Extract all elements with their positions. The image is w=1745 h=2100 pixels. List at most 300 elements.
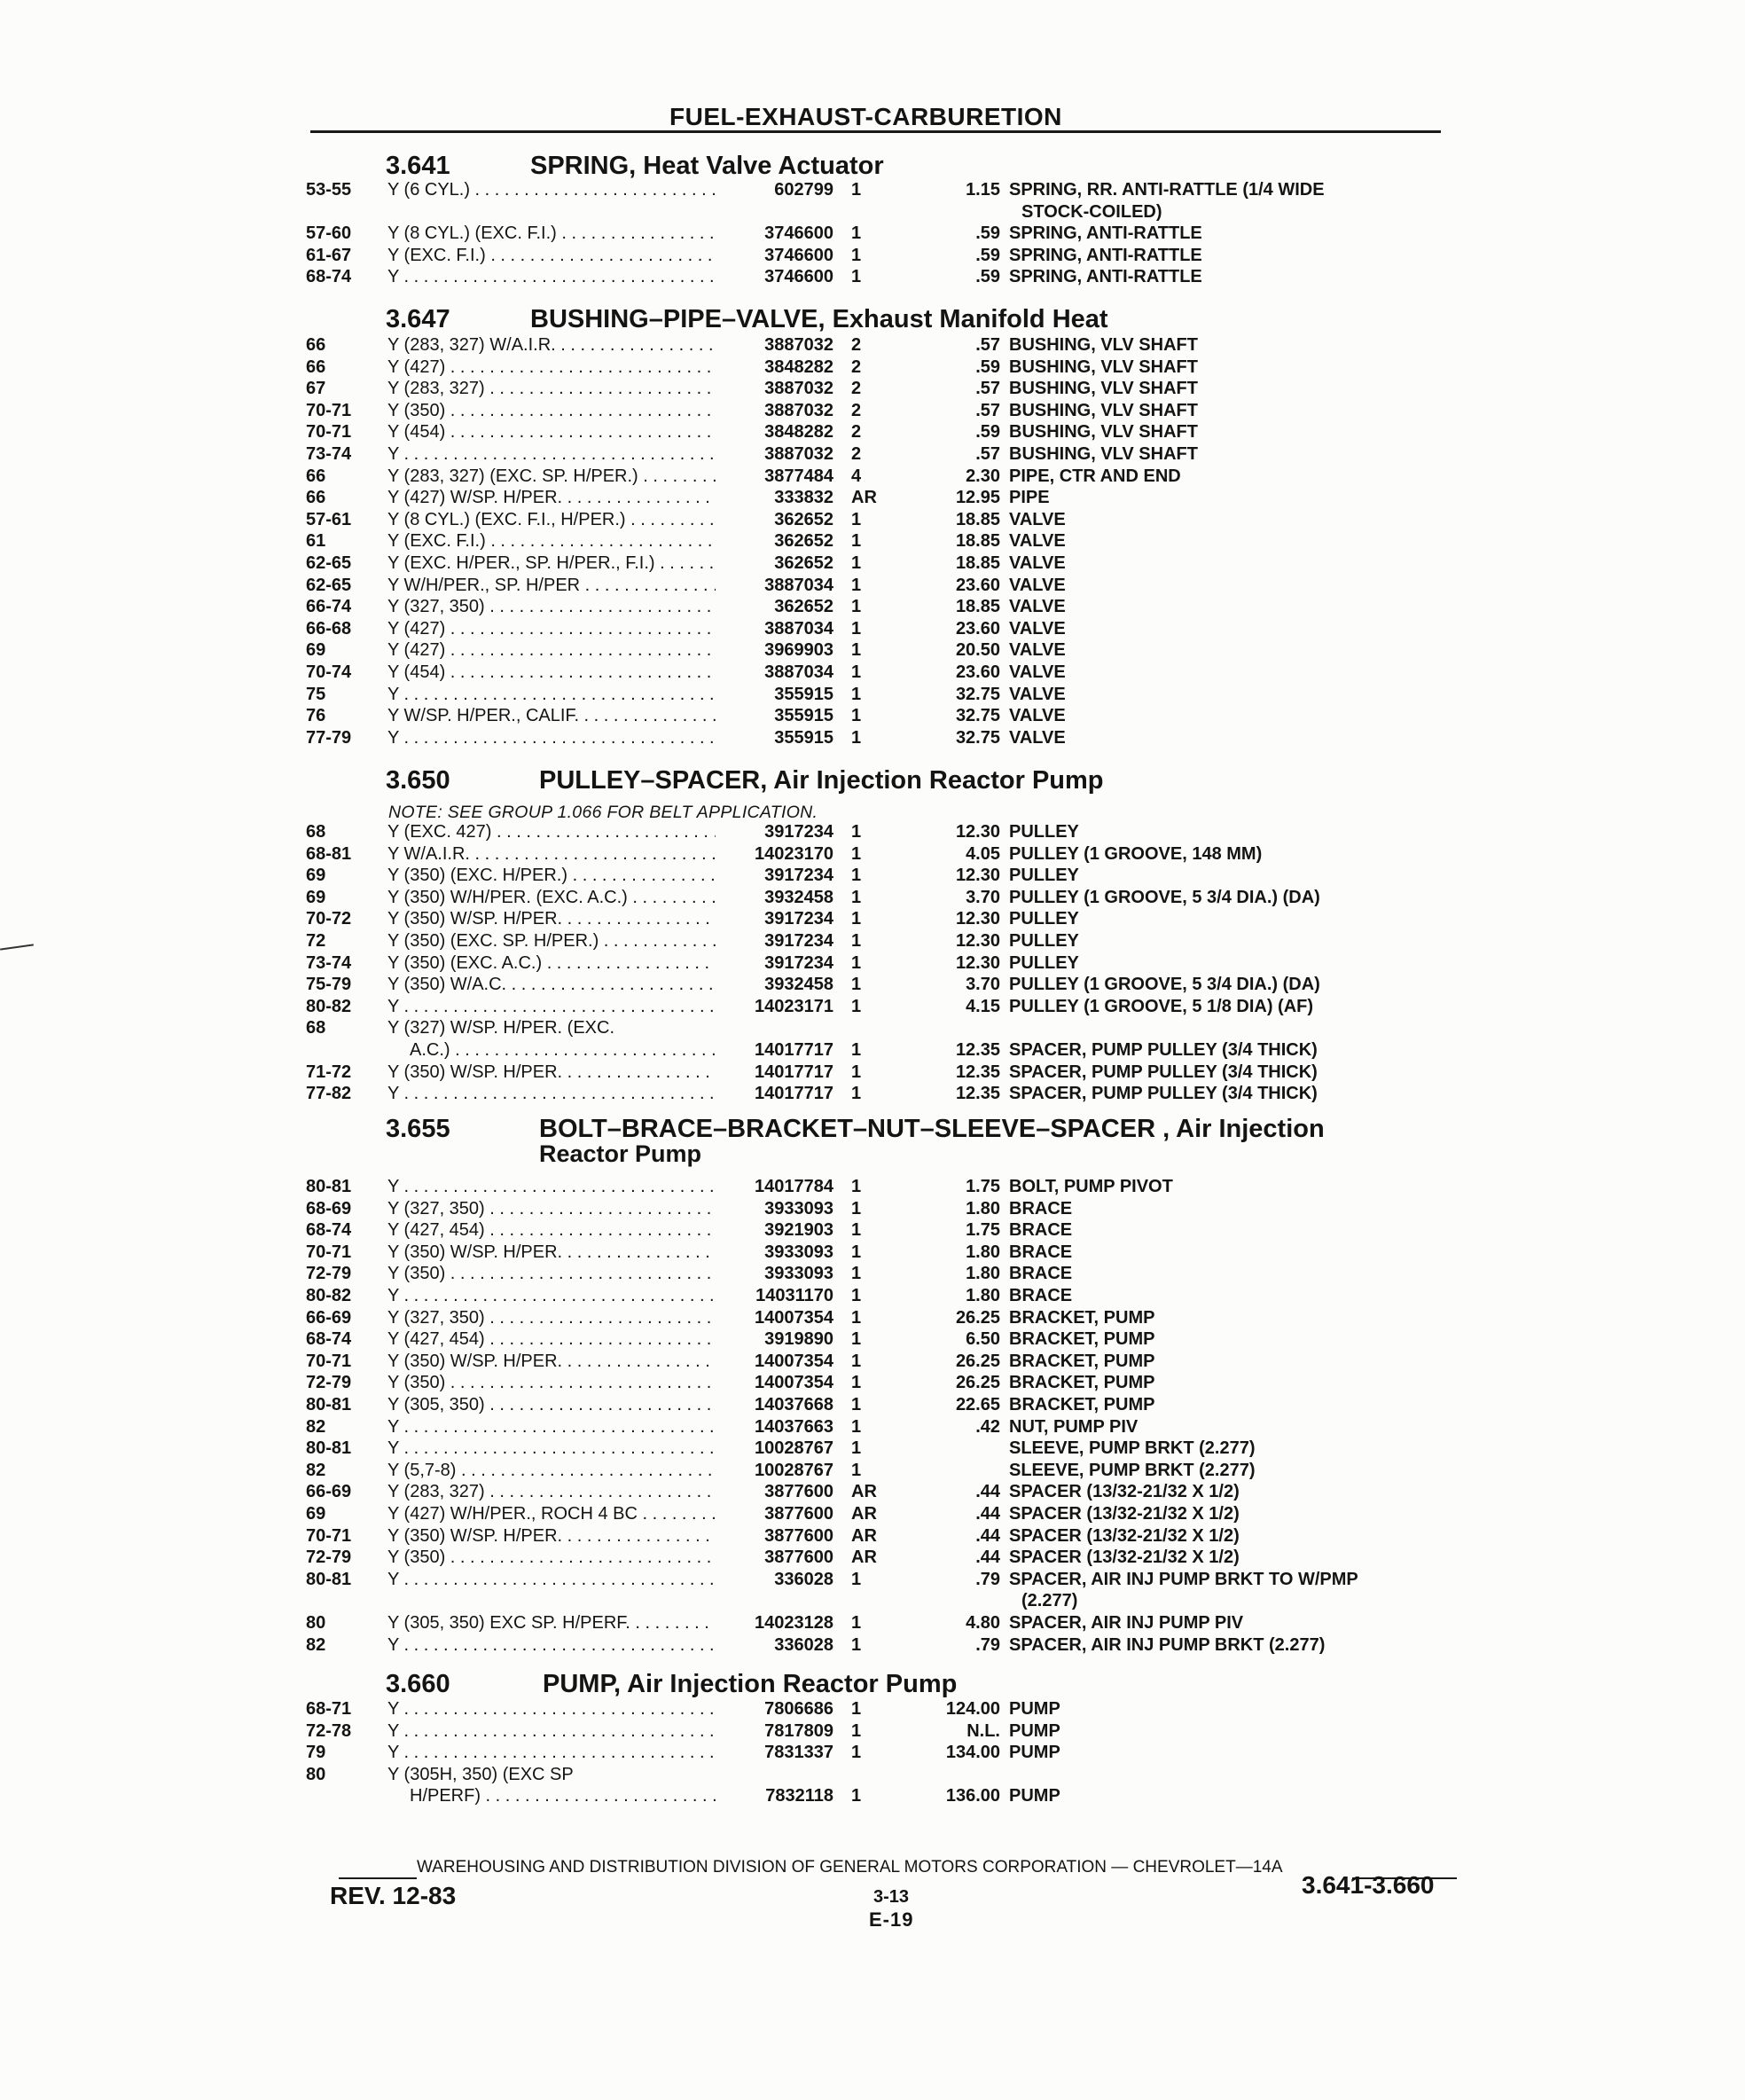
application-desc: Y (350) W/SP. H/PER. . . .	[387, 908, 716, 929]
part-name: VALVE	[1009, 662, 1066, 682]
model-years: 70-72	[306, 909, 352, 929]
part-number: 3887032	[764, 401, 833, 420]
application-desc: Y W/H/PER., SP. H/PER . . .	[387, 575, 716, 596]
model-years: 69	[306, 1504, 326, 1524]
table-row	[0, 552, 1745, 574]
table-row	[0, 1416, 1745, 1438]
application-desc: Y . . .	[387, 996, 716, 1017]
part-number: 3887034	[764, 662, 833, 682]
table-row	[0, 843, 1745, 865]
table-row	[0, 1438, 1745, 1459]
part-name: SPRING, ANTI-RATTLE	[1009, 267, 1202, 286]
part-name: SPACER, AIR INJ PUMP BRKT (2.277)	[1009, 1635, 1326, 1655]
part-name: SPRING, RR. ANTI-RATTLE (1/4 WIDE	[1009, 180, 1325, 200]
model-years: 73-74	[306, 444, 352, 464]
part-name: VALVE	[1009, 640, 1066, 660]
table-row	[0, 378, 1745, 399]
price: 2.30	[966, 466, 1000, 486]
quantity: 1	[851, 953, 862, 973]
part-name: SPACER (13/32-21/32 X 1/2)	[1009, 1548, 1240, 1567]
application-desc: Y (350) . . .	[387, 1372, 716, 1393]
table-row	[0, 887, 1745, 908]
quantity: 1	[851, 1242, 862, 1262]
application-desc: Y (427) . . .	[387, 618, 716, 639]
model-years: 72-78	[306, 1721, 352, 1741]
quantity: 1	[851, 1308, 862, 1328]
model-years: 80-82	[306, 997, 352, 1016]
model-years: 66	[306, 466, 326, 486]
application-desc: Y W/A.I.R. . . .	[387, 843, 716, 865]
table-row	[0, 1083, 1745, 1104]
part-number: 3877600	[764, 1526, 833, 1546]
table-row	[0, 727, 1745, 748]
quantity: 2	[851, 357, 862, 377]
part-name: BUSHING, VLV SHAFT	[1009, 401, 1198, 420]
part-number: 355915	[774, 685, 833, 704]
price: 18.85	[955, 597, 1000, 616]
quantity: 1	[851, 685, 862, 704]
part-name: (2.277)	[1021, 1591, 1078, 1610]
price: 4.80	[966, 1613, 1000, 1633]
part-number: 3877484	[764, 466, 833, 486]
application-desc: Y (350) W/SP. H/PER. . . .	[387, 1351, 716, 1372]
part-number: 10028767	[755, 1438, 833, 1458]
table-row	[0, 1698, 1745, 1720]
application-desc: Y (427, 454) . . .	[387, 1219, 716, 1241]
application-desc: Y (350) . . .	[387, 1547, 716, 1568]
application-desc: Y (454) . . .	[387, 421, 716, 443]
part-name: BRACKET, PUMP	[1009, 1373, 1155, 1392]
model-years: 70-74	[306, 662, 352, 682]
part-number: 3877600	[764, 1482, 833, 1501]
model-years: 70-71	[306, 1242, 352, 1262]
part-name: BUSHING, VLV SHAFT	[1009, 335, 1198, 355]
part-number: 14017717	[755, 1040, 833, 1060]
part-name: BUSHING, VLV SHAFT	[1009, 357, 1198, 377]
quantity: 1	[851, 931, 862, 951]
application-desc: Y . . .	[387, 266, 716, 287]
part-name: STOCK-COILED)	[1021, 202, 1162, 222]
part-number: 3919890	[764, 1329, 833, 1349]
table-row	[0, 1039, 1745, 1061]
price: 23.60	[955, 662, 1000, 682]
model-years: 68-74	[306, 1220, 352, 1240]
model-years: 80	[306, 1613, 326, 1633]
application-desc: Y (327, 350) . . .	[387, 1307, 716, 1328]
quantity: 1	[851, 1570, 862, 1589]
part-name: VALVE	[1009, 685, 1066, 704]
table-row	[0, 466, 1745, 487]
price: 1.75	[966, 1220, 1000, 1240]
price: .59	[975, 267, 1000, 286]
model-years: 70-71	[306, 1352, 352, 1371]
part-number: 3932458	[764, 975, 833, 994]
quantity: 1	[851, 510, 862, 529]
table-row	[0, 1785, 1745, 1806]
part-name: SPACER (13/32-21/32 X 1/2)	[1009, 1504, 1240, 1524]
quantity: AR	[851, 1482, 877, 1501]
table-row	[0, 684, 1745, 705]
model-years: 57-61	[306, 510, 352, 529]
table-row	[0, 1460, 1745, 1481]
quantity: 1	[851, 1286, 862, 1305]
application-desc: Y . . .	[387, 1438, 716, 1459]
price: .57	[975, 401, 1000, 420]
table-row	[0, 421, 1745, 443]
price: 3.70	[966, 975, 1000, 994]
price: 12.30	[955, 822, 1000, 842]
model-years: 80-82	[306, 1286, 352, 1305]
part-name: VALVE	[1009, 553, 1066, 573]
quantity: 1	[851, 223, 862, 243]
part-number: 3917234	[764, 931, 833, 951]
model-years: 68	[306, 1018, 326, 1038]
model-years: 80	[306, 1765, 326, 1784]
application-desc: Y (8 CYL.) (EXC. F.I.) . . .	[387, 223, 716, 244]
part-number: 355915	[774, 706, 833, 725]
table-row	[0, 1062, 1745, 1083]
part-number: 7832118	[765, 1786, 833, 1806]
price: .59	[975, 223, 1000, 243]
part-number: 3921903	[764, 1220, 833, 1240]
page-title: FUEL-EXHAUST-CARBURETION	[669, 103, 1062, 130]
quantity: 1	[851, 1220, 862, 1240]
application-desc: Y W/SP. H/PER., CALIF. . . .	[387, 705, 716, 726]
price: 23.60	[955, 576, 1000, 595]
part-name: SPRING, ANTI-RATTLE	[1009, 246, 1202, 265]
part-number: 336028	[774, 1570, 833, 1589]
part-name: VALVE	[1009, 706, 1066, 725]
application-desc: Y (427) . . .	[387, 639, 716, 661]
model-years: 62-65	[306, 553, 352, 573]
part-number: 362652	[774, 531, 833, 551]
price: 32.75	[955, 685, 1000, 704]
quantity: 1	[851, 1461, 862, 1480]
part-name: PULLEY (1 GROOVE, 148 MM)	[1009, 844, 1263, 864]
model-years: 68-74	[306, 267, 352, 286]
application-desc: Y (350) (EXC. SP. H/PER.) . . .	[387, 930, 716, 952]
model-years: 68-71	[306, 1699, 352, 1719]
part-number: 3877600	[764, 1504, 833, 1524]
part-number: 3933093	[764, 1264, 833, 1283]
quantity: 1	[851, 640, 862, 660]
section-number: 3.655	[386, 1115, 450, 1143]
part-number: 362652	[774, 553, 833, 573]
table-row	[0, 1263, 1745, 1284]
part-number: 355915	[774, 728, 833, 748]
model-years: 72-79	[306, 1373, 352, 1392]
price: .44	[975, 1482, 1000, 1501]
part-name: VALVE	[1009, 531, 1066, 551]
part-number: 3917234	[764, 909, 833, 929]
part-number: 14007354	[755, 1308, 833, 1328]
quantity: 1	[851, 576, 862, 595]
price: 12.95	[955, 488, 1000, 507]
table-row	[0, 1612, 1745, 1634]
price: 26.25	[955, 1352, 1000, 1371]
section-number: 3.647	[386, 305, 450, 333]
table-row	[0, 596, 1745, 617]
application-desc: Y (427) W/SP. H/PER. . . .	[387, 487, 716, 508]
revision-date: REV. 12-83	[330, 1882, 457, 1909]
part-name: SPACER, PUMP PULLEY (3/4 THICK)	[1009, 1062, 1318, 1082]
page-number: 3-13	[873, 1887, 910, 1907]
model-years: 70-71	[306, 1526, 352, 1546]
application-desc: Y (427, 454) . . .	[387, 1328, 716, 1350]
model-years: 69	[306, 640, 326, 660]
application-desc: Y . . .	[387, 1416, 716, 1438]
part-number: 3887032	[764, 379, 833, 398]
table-row	[0, 974, 1745, 995]
quantity: 1	[851, 1373, 862, 1392]
application-desc: Y (427) . . .	[387, 357, 716, 378]
part-number: 14031170	[755, 1286, 833, 1305]
application-desc: Y . . .	[387, 443, 716, 465]
table-row	[0, 908, 1745, 929]
quantity: 1	[851, 267, 862, 286]
model-years: 70-71	[306, 422, 352, 442]
price: .79	[975, 1635, 1000, 1655]
group-range: 3.641-3.660	[1302, 1871, 1435, 1899]
table-row	[0, 821, 1745, 842]
application-desc: Y (350) (EXC. A.C.) . . .	[387, 952, 716, 974]
application-desc: Y (8 CYL.) (EXC. F.I., H/PER.) . . .	[387, 509, 716, 530]
application-desc: Y (305H, 350) (EXC SP	[387, 1765, 574, 1784]
price: 26.25	[955, 1373, 1000, 1392]
part-name: BRACE	[1009, 1264, 1073, 1283]
part-name: BRACE	[1009, 1199, 1073, 1218]
part-number: 3917234	[764, 822, 833, 842]
model-years: 62-65	[306, 576, 352, 595]
part-name: VALVE	[1009, 728, 1066, 748]
price: 23.60	[955, 619, 1000, 639]
model-years: 68	[306, 822, 326, 842]
part-name: BRACKET, PUMP	[1009, 1352, 1155, 1371]
section-number: 3.650	[386, 766, 450, 795]
table-row	[0, 1394, 1745, 1415]
part-number: 7806686	[764, 1699, 833, 1719]
part-name: BUSHING, VLV SHAFT	[1009, 444, 1198, 464]
price: 18.85	[955, 510, 1000, 529]
table-row	[0, 509, 1745, 530]
price: .57	[975, 379, 1000, 398]
model-years: 53-55	[306, 180, 352, 200]
quantity: 1	[851, 1352, 862, 1371]
model-years: 72-79	[306, 1264, 352, 1283]
part-name: NUT, PUMP PIV	[1009, 1417, 1139, 1437]
quantity: AR	[851, 488, 877, 507]
table-row	[0, 530, 1745, 552]
quantity: 1	[851, 597, 862, 616]
part-name: SPACER, AIR INJ PUMP BRKT TO W/PMP	[1009, 1570, 1358, 1589]
application-desc: Y (283, 327) W/A.I.R. . . .	[387, 334, 716, 356]
part-name: PIPE	[1009, 488, 1050, 507]
part-name: PUMP	[1009, 1721, 1060, 1741]
application-desc: Y (EXC. F.I.) . . .	[387, 530, 716, 552]
page-code: E-19	[869, 1908, 914, 1931]
part-name: PULLEY	[1009, 931, 1079, 951]
table-row	[0, 1481, 1745, 1502]
price: .44	[975, 1526, 1000, 1546]
application-desc: Y (283, 327) . . .	[387, 1481, 716, 1502]
price: 12.30	[955, 953, 1000, 973]
application-desc: Y (327) W/SP. H/PER. (EXC.	[387, 1018, 615, 1038]
application-desc: Y (350) W/A.C. . . .	[387, 974, 716, 995]
title-rule	[310, 130, 1441, 133]
model-years: 79	[306, 1743, 326, 1762]
part-number: 7831337	[764, 1743, 833, 1762]
part-name: BUSHING, VLV SHAFT	[1009, 379, 1198, 398]
table-row	[0, 1720, 1745, 1742]
part-number: 362652	[774, 510, 833, 529]
model-years: 76	[306, 706, 326, 725]
part-number: 3746600	[764, 223, 833, 243]
quantity: 1	[851, 1062, 862, 1082]
part-number: 3969903	[764, 640, 833, 660]
table-row	[0, 1372, 1745, 1393]
application-desc: A.C.) . . .	[410, 1039, 716, 1061]
part-name: SPACER (13/32-21/32 X 1/2)	[1009, 1482, 1240, 1501]
quantity: 1	[851, 662, 862, 682]
application-desc: Y . . .	[387, 1698, 716, 1720]
part-name: SPRING, ANTI-RATTLE	[1009, 223, 1202, 243]
price: 134.00	[945, 1743, 1000, 1762]
price: 26.25	[955, 1308, 1000, 1328]
quantity: 1	[851, 1699, 862, 1719]
part-name: PUMP	[1009, 1786, 1060, 1806]
price: .59	[975, 422, 1000, 442]
application-desc: Y (305, 350) EXC SP. H/PERF. . . .	[387, 1612, 716, 1634]
part-number: 3848282	[764, 357, 833, 377]
quantity: 1	[851, 531, 862, 551]
application-desc: Y . . .	[387, 1742, 716, 1763]
price: 18.85	[955, 553, 1000, 573]
part-name: PUMP	[1009, 1743, 1060, 1762]
part-name: BOLT, PUMP PIVOT	[1009, 1177, 1173, 1196]
part-number: 3848282	[764, 422, 833, 442]
section-number: 3.660	[386, 1670, 450, 1698]
table-row	[0, 1219, 1745, 1241]
application-desc: Y (350) (EXC. H/PER.) . . .	[387, 865, 716, 886]
quantity: 1	[851, 1613, 862, 1633]
model-years: 73-74	[306, 953, 352, 973]
model-years: 75	[306, 685, 326, 704]
table-row	[0, 1503, 1745, 1524]
quantity: 1	[851, 1199, 862, 1218]
application-desc: Y (327, 350) . . .	[387, 596, 716, 617]
table-row	[0, 1351, 1745, 1372]
part-name: SPACER (13/32-21/32 X 1/2)	[1009, 1526, 1240, 1546]
quantity: 1	[851, 1264, 862, 1283]
application-desc: Y (283, 327) (EXC. SP. H/PER.) . . .	[387, 466, 716, 487]
section-title-continued: Reactor Pump	[539, 1140, 702, 1167]
price: 32.75	[955, 706, 1000, 725]
part-number: 3932458	[764, 888, 833, 907]
table-row	[0, 487, 1745, 508]
price: .44	[975, 1504, 1000, 1524]
model-years: 80-81	[306, 1395, 352, 1414]
quantity: 1	[851, 1177, 862, 1196]
model-years: 66-68	[306, 619, 352, 639]
quantity: 1	[851, 1084, 862, 1103]
quantity: 1	[851, 1040, 862, 1060]
part-name: PULLEY	[1009, 866, 1079, 885]
application-desc: Y (350) W/SP. H/PER. . . .	[387, 1525, 716, 1547]
part-number: 14007354	[755, 1352, 833, 1371]
quantity: 1	[851, 180, 862, 200]
quantity: 1	[851, 1395, 862, 1414]
quantity: AR	[851, 1504, 877, 1524]
quantity: 2	[851, 422, 862, 442]
quantity: 2	[851, 379, 862, 398]
part-name: PULLEY (1 GROOVE, 5 3/4 DIA.) (DA)	[1009, 888, 1320, 907]
model-years: 71-72	[306, 1062, 352, 1082]
table-row	[0, 1242, 1745, 1263]
price: 20.50	[955, 640, 1000, 660]
table-row	[0, 952, 1745, 974]
part-name: BRACE	[1009, 1242, 1073, 1262]
section-note: NOTE: SEE GROUP 1.066 FOR BELT APPLICATION.	[388, 803, 818, 822]
application-desc: Y (6 CYL.) . . .	[387, 179, 716, 200]
table-row	[0, 179, 1745, 200]
table-row	[0, 1328, 1745, 1350]
price: 12.30	[955, 909, 1000, 929]
part-number: 3746600	[764, 246, 833, 265]
section-title: BUSHING–PIPE–VALVE, Exhaust Manifold Heat	[530, 305, 1108, 333]
part-number: 3887032	[764, 335, 833, 355]
quantity: 1	[851, 246, 862, 265]
quantity: 2	[851, 335, 862, 355]
section-title: SPRING, Heat Valve Actuator	[530, 152, 884, 180]
part-number: 3887034	[764, 619, 833, 639]
table-row	[0, 865, 1745, 886]
quantity: 1	[851, 1635, 862, 1655]
table-row	[0, 575, 1745, 596]
quantity: 1	[851, 1721, 862, 1741]
part-number: 3887034	[764, 576, 833, 595]
quantity: 1	[851, 997, 862, 1016]
quantity: 1	[851, 553, 862, 573]
model-years: 66	[306, 335, 326, 355]
part-name: BRACKET, PUMP	[1009, 1329, 1155, 1349]
part-name: BRACE	[1009, 1220, 1073, 1240]
part-name: SPACER, PUMP PULLEY (3/4 THICK)	[1009, 1084, 1318, 1103]
model-years: 69	[306, 866, 326, 885]
application-desc: Y (327, 350) . . .	[387, 1198, 716, 1219]
model-years: 68-69	[306, 1199, 352, 1218]
quantity: 1	[851, 1417, 862, 1437]
model-years: 66-69	[306, 1482, 352, 1501]
model-years: 66-74	[306, 597, 352, 616]
table-row	[0, 996, 1745, 1017]
quantity: 1	[851, 728, 862, 748]
part-number: 3933093	[764, 1242, 833, 1262]
price: 32.75	[955, 728, 1000, 748]
table-row	[0, 1307, 1745, 1328]
quantity: 4	[851, 466, 862, 486]
part-number: 14023170	[755, 844, 833, 864]
part-number: 336028	[774, 1635, 833, 1655]
quantity: 1	[851, 888, 862, 907]
model-years: 82	[306, 1417, 326, 1437]
quantity: AR	[851, 1548, 877, 1567]
quantity: AR	[851, 1526, 877, 1546]
application-desc: Y (EXC. 427) . . .	[387, 821, 716, 842]
price: 12.35	[955, 1040, 1000, 1060]
section-number: 3.641	[386, 152, 450, 180]
section-title: BOLT–BRACE–BRACKET–NUT–SLEEVE–SPACER , Air Injection	[539, 1115, 1325, 1143]
price: N.L.	[966, 1721, 1000, 1741]
